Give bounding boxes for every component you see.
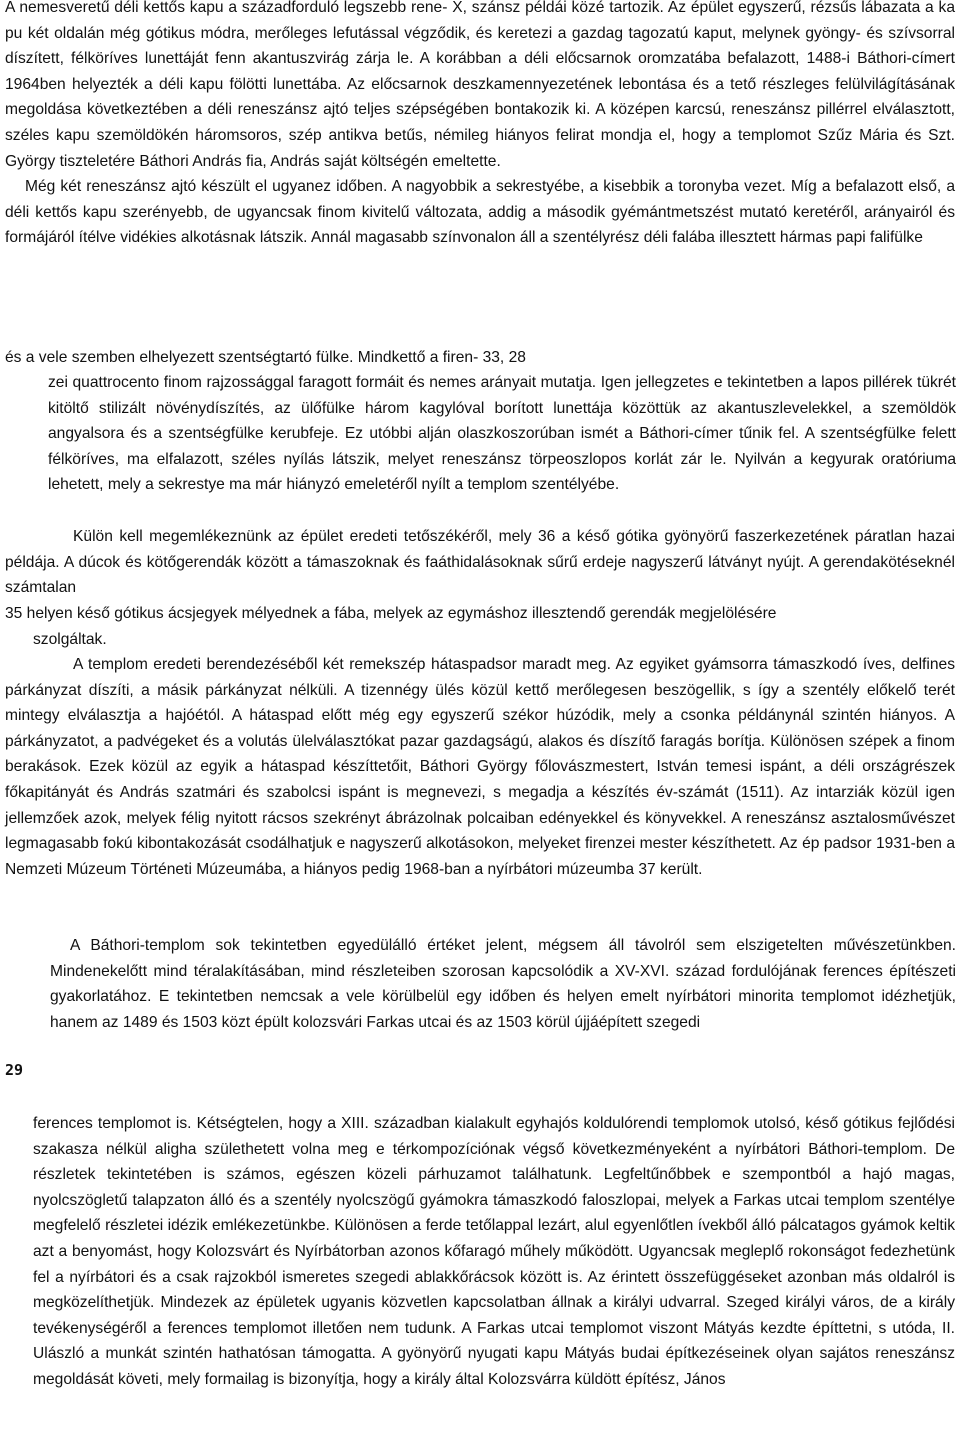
page-number: 29	[5, 1061, 24, 1079]
text-niche-start: és a vele szemben elhelyezett szentségtartó fülke. Mindkettő a firen- 33, 28	[5, 349, 526, 366]
text-carpenter-marks: 35 helyen késő gótikus ácsjegyek mélyednek a fába, melyek az egymáshoz illesztendő gerendák megjelölésére	[5, 605, 777, 622]
paragraph-franciscan	[5, 1111, 955, 1393]
paragraph-quattrocento	[48, 370, 956, 498]
paragraph-carpenter-marks	[5, 601, 955, 652]
paragraph-roof-structure	[5, 524, 955, 601]
text-renaissance-doors: Még két reneszánsz ajtó készült el ugyanez időben. A nagyobbik a sekrestyébe, a kisebbik a toronyba vezet. Míg a befalazott első, a déli kettős kapu szerényebb, de ugyancsak finom kivitelű változata, addig a második gyémántmetszést mutató keretéről, arányairól és formájáról ítélve vidékies alkotásnak látszik. Annál magasabb színvonalon áll a szentélyrész déli falába illesztett hármas papi falifülke	[5, 178, 955, 247]
text-roof-structure: Külön kell megemlékeznünk az épület eredeti tetőszékéről, mely 36 a késő gótika gyönyörű faszerkezetének páratlan hazai példája. A dúcok és kötőgerendák között a támaszoknak és faáthidalásoknak sűrű erdeje nagyszerű látványt nyújt. A gerendakötéseknél számtalan	[5, 528, 955, 597]
paragraph-south-portal	[5, 0, 955, 251]
text-south-portal: A nemesveretű déli kettős kapu a századforduló legszebb rene- X, szánsz példái közé tartozik. Az épület egyszerű, rézsűs lábazata a ka pu két oldalán még gótikus módra, merőleges lefutással végződik, és keretezi a gazdag tagozatú kaput, melynek gyöngy- és szívsorral díszített, félköríves lunettáját fenn akantuszvirág zárja le. A korábban a déli előcsarnok oromzatába befalazott, 1488-i Báthori-címert 1964ben helyezték a déli kapu fölötti lunettába. Az előcsarnok deszkamennyezetének lebontása és a tető részleges felülvilágításának megoldása következtében a déli reneszánsz ajtó teljes szépségében bontakozik ki. A középen karcsú, reneszánsz pillérrel elválasztott, széles kapu szemöldökén háromsoros, szép antikva betűs, némileg hiányos felirat mondja el, hogy a templomot Szűz Mária és Szt. György tiszteletére Báthori András fia, András saját költségén emeltette.	[5, 0, 955, 170]
text-pews: A templom eredeti berendezéséből két remekszép hátaspadsor maradt meg. Az egyiket gyámsorra támaszkodó íves, delfines párkányzat díszíti, a másik párkányzat nélküli. A tizennégy ülés közül kettő merőlegesen beszögellik, s így a szentély előkelő terét mintegy elválasztja a hajóétól. A hátaspad előtt még egy egyszerű székor húzódik, mely a csonka példánynál szintén hiányos. A párkányzatot, a padvégeket és a volutás ülelválasztókat pazar gazdagságú, alakos és díszítő faragás borítja. Különösen szépek a finom berakások. Ezek közül az egyik a hátaspad készíttetőit, Báthori György főlovászmestert, István temesi ispánt, a déli országrészek főkapitányát és András szatmári és szabolcsi ispánt is megnevezi, s megadja a készítés év-számát (1511). Az intarziák közül igen jellemzőek azok, melyek félig nyitott rácsos szekrényt ábrázolnak polcaiban edényekkel és könyvekkel. A reneszánsz asztalosművészet legmagasabb fokú kibontakozását csodálhatjuk e nagyszerű alkotásokon, melyeket firenzei mester készíthetett. Az ép padsor 1931-ben a Nemzeti Múzeum Történeti Múzeumába, a hiányos pedig 1968-ban a nyírbátori múzeumba 37 került.	[5, 656, 955, 878]
text-franciscan: ferences templomot is. Kétségtelen, hogy a XIII. században kialakult egyhajós koldulórendi templomok utolsó, késő gótikus fejlődési szakasza nélkül aligha születhetett volna meg e térkompozíciónak végső következményeként a nyírbátori Báthori-templom. De részletek tekintetében is számos, egészen közeli párhuzamot találhatunk. Legfeltűnőbbek e szempontból a hajó magas, nyolcszögletű talapzaton álló és a szentély nyolcszögű gyámokra támaszkodó faloszlopai, melyek a Farkas utcai templom szentélye megfelelő részletei idézik emlékezetünkbe. Különösen a ferde tetőlappal lezárt, alul egyenlőtlen ívekből álló pálcatagos gyámok keltik azt a benyomást, hogy Kolozsvárt és Nyírbátorban azonos kőfaragó műhely működött. Ugyancsak megleplő rokonságot fedezhetünk fel a nyírbátori és a csak rajzokból ismeretes szegedi ablakkőrácsok között is. Az érintett összefüggéseket azonban más oldalról is megközelíthetjük. Mindezek az épületek ugyanis közvetlen kapcsolatban állnak a királyi udvarral. Szeged királyi város, de a király tevékenységéről a ferences templomot illetően nem tudunk. A Farkas utcai templomot viszont Mátyás kezdte építtetni, s utóda, II. Ulászló a munkát szintén hathatósan támogatta. A gyönyörű nyugati kapu Mátyás budai építkezéseinek olyan sajátos reneszánsz megoldását követi, mely formailag is bizonyítja, hogy a király által Kolozsvárra küldött építész, János	[33, 1115, 955, 1388]
paragraph-pews	[5, 652, 955, 882]
paragraph-niche-start	[5, 345, 955, 371]
paragraph-bathori-church	[50, 933, 956, 1035]
text-bathori-church: A Báthori-templom sok tekintetben egyedülálló értéket jelent, mégsem áll távolról sem elszigetelten művészetünkben. Mindenekelőtt mind téralakításában, mind részleteiben szorosan kapcsolódik a XV-XVI. század fordulójának ferences építészeti gyakorlatához. E tekintetben nemcsak a vele körülbelül egy időben és helyen emelt nyírbátori minorita templomot idézhetjük, hanem az 1489 és 1503 közt épült kolozsvári Farkas utcai és az 1503 körül újjáépített szegedi	[50, 937, 956, 1031]
text-quattrocento: zei quattrocento finom rajzossággal faragott formáit és nemes arányait mutatja. Igen jellegzetes e tekintetben a lapos pillérek tükrét kitöltő stilizált növénydíszítés, az ülőfülke három kagylóval borított lunettája közöttük az akantuszlevelekkel, a szemöldök angyalsora és a szentségfülke kerubfeje. Ez utóbbi alján olaszkoszorúban ismét a Báthori-címer tűnik fel. A szentségfülke felett félköríves, ma elfalazott, széles nyílás látszik, melyet reneszánsz törpeoszlopos korlát zár le. Nyilván a kegyurak oratóriuma lehetett, mely a sekrestye ma már hiányzó emeletéről nyílt a templom szentélyébe.	[48, 374, 956, 494]
text-carpenter-marks-end: szolgáltak.	[33, 630, 107, 648]
